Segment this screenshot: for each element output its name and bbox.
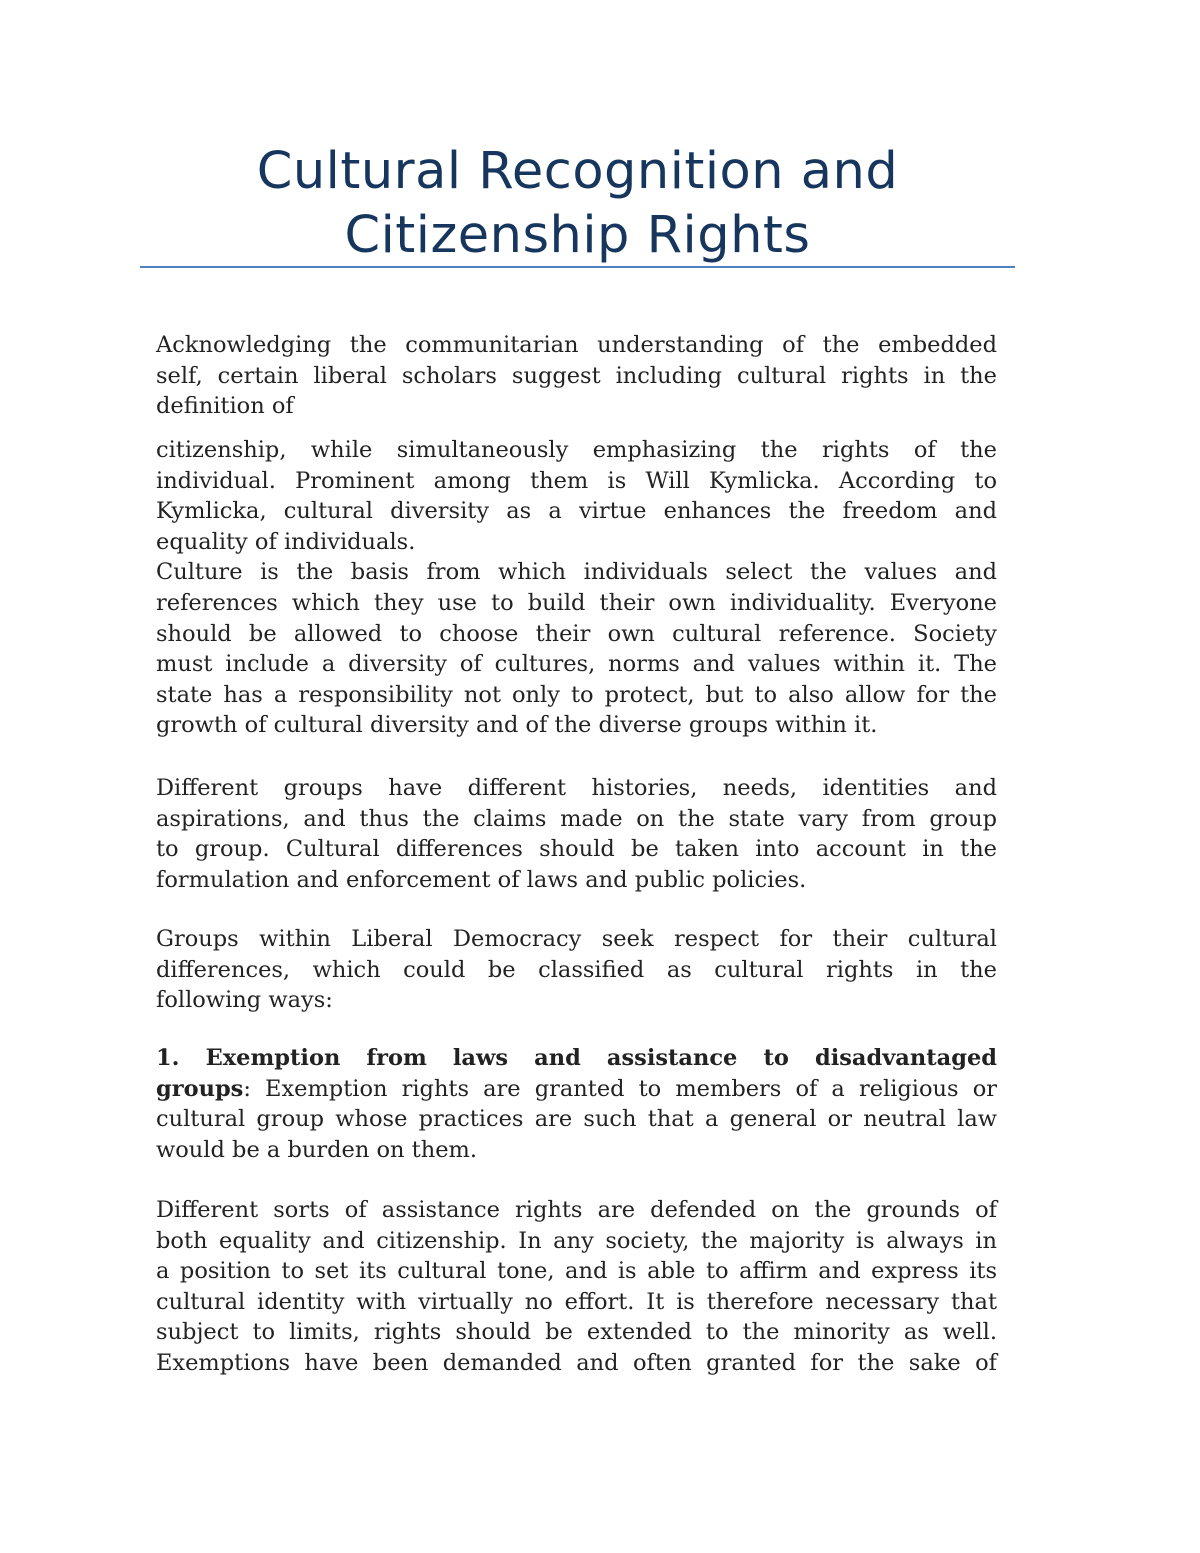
document-title	[140, 140, 1015, 268]
text-line: aspirations, and thus the claims made on the state vary from group	[156, 805, 997, 832]
text-line: cultural group whose practices are such that a general or neutral law	[156, 1106, 997, 1133]
text-line: must include a diversity of cultures, norms and values within it. The	[156, 651, 997, 678]
text-line: references which they use to build their own individuality. Everyone	[156, 589, 997, 616]
text-line: following ways:	[156, 987, 333, 1014]
text-line: subject to limits, rights should be extended to the minority as well.	[156, 1319, 997, 1346]
section-heading-word: groups	[156, 1075, 244, 1102]
text-line: Acknowledging the communitarian understanding of the embedded	[156, 332, 997, 358]
paragraph-4	[156, 924, 997, 1016]
text-line: definition of	[156, 393, 294, 420]
paragraph-1	[156, 330, 997, 422]
text-line: equality of individuals.	[156, 528, 416, 555]
text-line: both equality and citizenship. In any society, the majority is always in	[156, 1227, 997, 1254]
text-line: Different sorts of assistance rights are defended on the grounds of	[156, 1197, 997, 1223]
paragraph-2	[156, 435, 997, 741]
title-line-1: Cultural Recognition and	[256, 142, 899, 201]
text-line	[156, 1074, 997, 1105]
paragraph-5-exemption-heading	[156, 1043, 997, 1165]
text-line: self, certain liberal scholars suggest including cultural rights in the	[156, 362, 997, 389]
text-line: would be a burden on them.	[156, 1136, 478, 1163]
text-line: Exemptions have been demanded and often granted for the sake of	[156, 1349, 997, 1376]
text-line: growth of cultural diversity and of the diverse groups within it.	[156, 712, 878, 739]
section-heading-line: 1. Exemption from laws and assistance to disadvantaged	[156, 1045, 997, 1071]
text-line: cultural identity with virtually no effort. It is therefore necessary that	[156, 1288, 997, 1315]
text-line: a position to set its cultural tone, and is able to affirm and express its	[156, 1258, 997, 1285]
paragraph-3	[156, 773, 997, 895]
text-line: Culture is the basis from which individuals select the values and	[156, 559, 997, 586]
text-line: citizenship, while simultaneously emphasizing the rights of the	[156, 437, 997, 463]
text-line: should be allowed to choose their own cultural reference. Society	[156, 620, 997, 647]
text-line: formulation and enforcement of laws and public policies.	[156, 866, 807, 893]
paragraph-6	[156, 1195, 997, 1379]
text-line: to group. Cultural differences should be taken into account in the	[156, 836, 997, 863]
text-fragment: : Exemption rights are granted to members of a religious or	[243, 1075, 997, 1102]
text-line: differences, which could be classified as cultural rights in the	[156, 956, 997, 983]
text-line: individual. Prominent among them is Will Kymlicka. According to	[156, 467, 997, 494]
text-line: Groups within Liberal Democracy seek respect for their cultural	[156, 926, 997, 952]
title-underline-rule	[140, 266, 1015, 268]
text-line: state has a responsibility not only to protect, but to also allow for the	[156, 681, 997, 708]
text-line: Different groups have different histories, needs, identities and	[156, 775, 997, 801]
title-line-2: Citizenship Rights	[344, 206, 811, 265]
text-line: Kymlicka, cultural diversity as a virtue enhances the freedom and	[156, 498, 997, 525]
